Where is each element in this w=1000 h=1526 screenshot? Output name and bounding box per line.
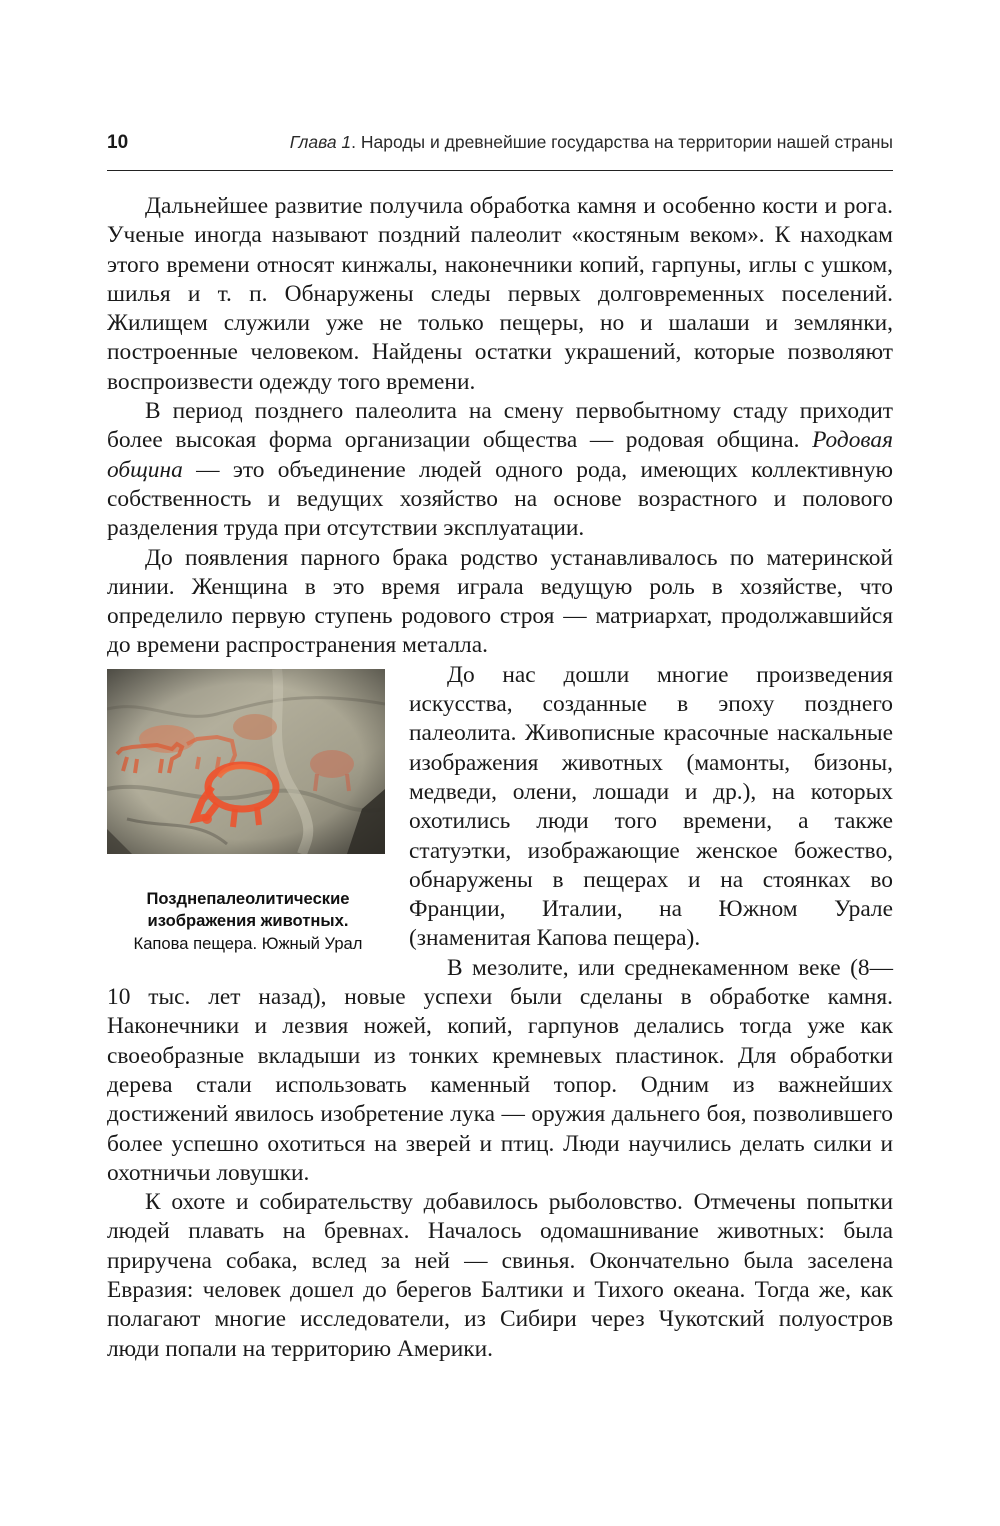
paragraph-art: До нас дошли многие произведения искусства, созданные в эпоху позднего палеолита. Живописные красочные наскальные изображения животных (мамонты, бизоны, медведи, олени, лошади и др.), на которых охотились люди того времени, а также статуэтки, изображающие женское божество, обнаружены в пещерах и на стоянках во Франции, Италии, на Южном Урале (знаменитая Капова пещера). [409,661,893,952]
figure-caption [107,888,389,956]
caption-title-line1: Позднепалеолитические [146,888,350,908]
figure-cave-painting [107,669,389,956]
paragraph-matriarchy: До появления парного брака родство устанавливалось по материнской линии. Женщина в это время играла ведущую роль в хозяйстве, что определило первую ступень родового строя — матриархат, продолжавшийся до времени распространения металла. [107,544,893,659]
paragraph-clan-text-start: В период позднего палеолита на смену первобытному стаду приходит более высокая форма организации общества — родовая община. [107,398,893,454]
chapter-label: Глава 1 [289,132,352,152]
header-divider [107,170,893,171]
paragraph-clan-text-end: — это объединение людей одного рода, имеющих коллективную собственность и ведущих хозяйство на основе возрастного и полового разделения труда при отсутствии эксплуатации. [107,456,893,542]
running-head [290,132,893,153]
page-number: 10 [107,132,129,153]
paragraph-mesolithic: В мезолите, или среднекаменном веке (8—10 тыс. лет назад), новые успехи были сделаны в обработке камня. Наконечники и лезвия ножей, копий, гарпунов делались тогда уже как своеобразные вкладыши из тонких кремневых пластинок. Для обработки дерева стали использовать каменный топор. Одним из важнейших достижений явилось изобретение лука — оружия дальнего боя, позволившего более успешно охотиться на зверей и птиц. Люди научились делать силки и охотничьи ловушки. [107,954,893,1186]
caption-location: Капова пещера. Южный Урал [133,933,363,953]
chapter-title: . Народы и древнейшие государства на территории нашей страны [351,132,893,152]
page-header [107,128,893,160]
paragraph-bone-tools: Дальнейшее развитие получила обработка камня и особенно кости и рога. Ученые иногда называют поздний палеолит «костяным веком». К находкам этого времени относят кинжалы, наконечники копий, гарпуны, иглы с ушком, шилья и т. п. Обнаружены следы первых долговременных поселений. Жилищем служили уже не только пещеры, но и шалаши и землянки, построенные человеком. Найдены остатки украшений, которые позволяют воспроизвести одежду того времени. [107,193,893,395]
term-clan-community: Родовая община [107,427,893,483]
main-text [107,192,893,1364]
cave-painting-image [107,669,385,854]
paragraph-fishing: К охоте и собирательству добавилось рыболовство. Отмечены попытки людей плавать на бревнах. Началось одомашнивание животных: была приручена собака, вслед за ней — свинья. Окончательно была заселена Евразия: человек дошел до берегов Балтики и Тихого океана. Тогда же, как полагают многие исследователи, из Сибири через Чукотский полуостров люди попали на территорию Америки. [107,1189,893,1362]
caption-title-line2: изображения животных. [147,911,349,931]
paragraph-clan-community [107,397,893,543]
